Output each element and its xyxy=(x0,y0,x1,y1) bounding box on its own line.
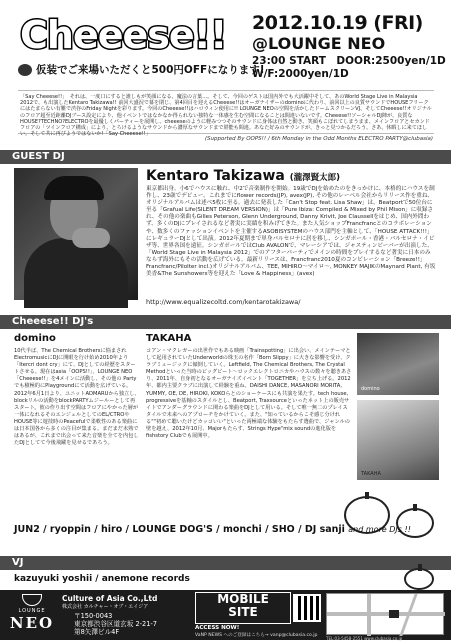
address-postal: 〒150-0043 xyxy=(74,612,113,620)
cheeese-logo xyxy=(18,8,240,56)
culture-of-asia-logo xyxy=(62,594,188,610)
guest-dj-url[interactable]: http://www.equalizecoltd.com/kentarotakizawa/ xyxy=(146,298,301,306)
guest-dj-name-jp: (瀧澤賢太郎) xyxy=(289,173,341,183)
map-road xyxy=(327,612,445,616)
start-door-price: 23:00 START DOOR:2500yen/1D xyxy=(252,55,446,67)
photo-cap-shape xyxy=(44,176,104,200)
photo-hand-shape xyxy=(72,228,110,248)
access-map xyxy=(326,593,444,635)
venue-tel: TEL:03-5458-2551 www.clubasia.co.jp xyxy=(326,636,403,641)
dj-lineup-more: and more DJs !! xyxy=(348,525,411,534)
cheeese-djs-section-bar: Cheeese!! DJ's xyxy=(0,315,451,329)
photo-body-shape xyxy=(24,238,128,308)
mobile-label: MOBILE xyxy=(217,592,269,606)
event-venue: @LOUNGE NEO xyxy=(252,34,386,53)
logo-text: Cheeese!! xyxy=(20,13,227,57)
coa-title: Culture of Asia Co.,Ltd xyxy=(62,594,158,603)
dj-takaha-bio: コアン・マクレガーの出世作でもある映画「Trainspotting」に出会い、メインテーマとして起用されていたUnderworldの珠玉の名作「Born Slippy」に大きな影響を受け、クラブミュージックに傾倒していく。Leftfield, The Chemical Brothers, The Crystal Methodといった当時のビッグビート〜ロックエレクトロニカやハウスの数々を聴きあさり、2011年、自身初となるオーガナイズイベント「TOGETHER」を立ち上げる。2012年、都内主要クラブに出演して経験を重ね、DAISHI DANCE, MASANORI MORITA, YUMMY, OE, DE, HIROKI, KOKOらとのショーケースにも共演を果たす。tech house, progressiveを基軸のスタイルとし、Beatport, Traxsourceといったネット上の販売サイトでアンダーグラウンドに関わる楽曲をDJとして用いる。そして唯一無二のプレイスタイルで未来へのアプローチをかけていく。また、"知っているからこそ感じ分けれる""初めて聴いたけどカッコいい"といった両極端な体験をもたらす選曲で、ジャンルの壁を越え、2012年10月、Majorもたらす、Strings Hype"mix soundの進化版をfishstory Clubでも展開中。 xyxy=(146,348,352,440)
guest-dj-name xyxy=(146,168,340,184)
vj-names: kazuyuki yoshii / anemone records xyxy=(14,574,190,584)
guest-dj-section-bar: GUEST DJ xyxy=(0,150,451,164)
dj-takaha-name: TAKAHA xyxy=(146,333,192,344)
guest-dj-name-en: Kentaro Takizawa xyxy=(146,168,285,184)
crown-icon xyxy=(22,594,42,606)
coa-subtitle: 株式会社 カルチャー・オブ・エイジア xyxy=(62,604,149,610)
site-label: SITE xyxy=(228,605,258,619)
vanp-news: VaNP NEWS へのご登録はこちら→ vanp@clubasia.co.jp xyxy=(195,633,318,638)
event-date: 2012.10.19 (FRI) xyxy=(252,12,423,34)
map-road xyxy=(367,594,371,636)
intro-text: 「Say Cheeese!!」 それは、一度口にすると誰しもが笑顔になる、魔法の言葉…。そして、今回のゲストは国内外でも大活躍中そして、あのWorld Stage Live in Malaysia 2012で、も出演したKentaro Takizawa!! 前回大盛況で幕を閉じ、第4回目を迎えるCheeese!!はオーガナイザーのdominoに代わり、前回以上の良質サウンドでHOUSEフリークにはたまらない有難で渋谷のFriday Nightを彩ります。今回のCheeese!!はハロウィン使用に!! LOUNGE NEOの空間を活かしたドームスクリーンVJ、そしてCheeese!!オリジナルのフロア超至近距離DJブース設定により、他イベントではなかなか得られない独特な一体感を生む空間になることは間違いないです。Cheeese!!ソーシャルDJ陣が、良質なHOUSE?TECHNO?ELECTROを最優しくパーティーを展開し、cheeeseのように軽みつつそのサウンドに身体は自然と動き、笑顔もこぼれてしまうまま、メインフロアとセカンドフロアの「ツインフロア構成」により、とろけるようなサウンドから濃厚なサウンドまで堪能も間違。あなた好みのサウンドが、きっと見つかるだろう。さあ、休暇しに来てほしい。そして共に再びようではないか!「Say Cheeese!!」 xyxy=(18,90,434,134)
access-now: ACCESS NOW! xyxy=(195,625,240,631)
dj-domino-name: domino xyxy=(14,333,56,344)
footer xyxy=(0,590,451,640)
venue-address xyxy=(74,612,157,637)
dj-lineup xyxy=(14,524,411,535)
dj-lineup-names: JUN2 / ryoppin / hiro / LOUNGE DOG'S / monchi / SHO / DJ sanji xyxy=(14,524,345,535)
event-times xyxy=(252,55,446,81)
vj-section-bar: VJ xyxy=(0,556,451,570)
dj-domino-bio: 10代半ば、The Chemical Brothersに悩まされElectromusicにDJに開眼を行け始め2010年より「Itercri dont cry」にて、DJとしての経歴をスタートさせる。現在はasia「OOPS!!」、LOUNGE NEO「Cheeese!!」を4メインに活動し、その他の Partyでも積極的にPlaygroundにて活動を広げている。2012年6月1日より、ユニットADMARUから独立し、blockリルの活動をblockPARTYムジールーとして再スタート。彼の作り出す空間はフロアにやかった層が一体になれるそのエンジェルとしてのEL/CTROやHOUSE等に遊技時のPeacefulで柔軟性のある楽曲には日本国各から多くの注目が集まる。まだまだ未熟ではあるが、これまで出会って来た音楽を全てを内包したDJとしてて今後飛躍を見せるであろう。 xyxy=(14,348,140,447)
dj-photo-caption-domino: domino xyxy=(361,386,380,392)
qr-code-icon[interactable] xyxy=(293,594,321,622)
costume-discount-line xyxy=(18,62,264,77)
intro-signature: (Supported By OOPS!! / 6th Monday in the Odd Months ELECTRO PARTY@clubasia) xyxy=(204,136,433,142)
dj-domino-photo xyxy=(357,333,439,395)
dj-photo-caption-takaha: TAKAHA xyxy=(361,471,381,477)
pumpkin-icon xyxy=(404,568,434,590)
neo-label: NEO xyxy=(9,614,55,632)
lounge-label: LOUNGE xyxy=(18,608,46,614)
guest-dj-photo xyxy=(14,168,138,300)
costume-discount-text: 仮装でご来場いただくと500円OFFになります! xyxy=(36,64,265,76)
guest-dj-bio: 東京都出身。小6でハウスに触れ、中2で音楽制作を開始。19歳でDJを始めたのをきっかけに、本格的にハウスを制作し、23歳でデビュー。これまでにflower records(JP), avex(JP), その他のレーベル会社からリリース作を重ね、オリジナルアルバムは述べ5枚に至る。過去に発表した「Can't Stop feat. Lisa Shaw」は、Beatportで50位台に至る「Grafual Life(SILENT DREAM VERSION)」は「Pure Ibiza: Compiled & Mixed by Phil Mison」に収録され、その他の楽曲もGilles Peterson, Glenn Underground, Danny Krivit, Joe Claussellをはじめ、国内外問わず、多くのDJにプレイされるなど著実に実績を积みげてきた。また人気ショップFrancfrancとのコラボレーションや、数多くのファッションイベントを主催するASOBISYSTEMのハウス部門を主軸として、「HOUSE ATTACK!!!」にレギュラーDJとして出演。2012年夏期まで単身バルセロナに居を移し、シンガポール・香港・バルセロナ・イビザ等、世界各国を遠征。シンガポールではClub AVALONで、マレーシアでは、ジャスティンビーバーが出演した、「World Stage Live in Malaysia 2012」でのアフターパーティでメインの時間をプレイするなど著実に日本のみならず海外にもその活動を広げている。最新リリースは、Francfranc2010夏のコンピレーション「Breeze!!」Francfranc/Pilolter incl.)オリジナルアルバム、TEE, MIHIRO〜マイロ〜, MONKEY MAJIKのMaynard Plant, 有坂美香&The Sunshowers等を迎えた「Love & Happiness」(avex) xyxy=(146,186,436,278)
address-building: 第8矢澤ビル4F xyxy=(74,628,120,637)
pumpkin-icon xyxy=(18,64,32,76)
header xyxy=(0,0,451,148)
address-street: 東京都渋谷区道玄坂 2-21-7 xyxy=(74,620,157,629)
venue-marker-icon xyxy=(389,610,399,618)
mobile-site-box[interactable] xyxy=(195,592,291,624)
wf-price: W/F:2000yen/1D xyxy=(252,68,349,80)
cheeese-logo-art xyxy=(18,8,240,56)
dj-takaha-photo xyxy=(357,400,439,480)
lounge-neo-logo xyxy=(8,594,56,638)
